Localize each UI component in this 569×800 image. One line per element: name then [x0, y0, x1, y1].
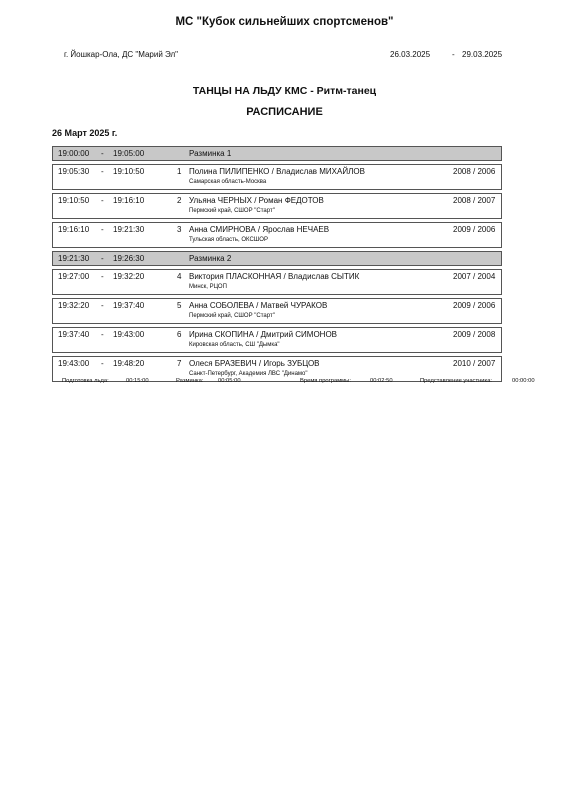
warmup-row — [52, 251, 502, 266]
event-title: МС "Кубок сильнейших спортсменов" — [175, 16, 394, 28]
start-number: 2 — [177, 196, 182, 205]
start-number: 4 — [177, 272, 182, 281]
skater-row — [52, 269, 502, 295]
program-time-label: Время программы: — [300, 378, 351, 384]
end-time: 19:26:30 — [113, 254, 145, 263]
start-time: 19:32:20 — [58, 301, 90, 310]
birth-years: 2009 / 2006 — [453, 301, 496, 310]
schedule-table — [52, 146, 502, 385]
warmup-label: Разминка 2 — [189, 254, 232, 263]
warmup-duration-value: 00:05:00 — [218, 378, 241, 384]
end-time: 19:05:00 — [113, 149, 145, 158]
end-time: 19:16:10 — [113, 196, 145, 205]
couple-names: Виктория ПЛАСКОННАЯ / Владислав СЫТИК — [189, 272, 360, 281]
couple-names: Полина ПИЛИПЕНКО / Владислав МИХАЙЛОВ — [189, 167, 365, 176]
couple-region: Минск, РЦОП — [189, 284, 227, 290]
day-date: 26 Март 2025 г. — [52, 128, 118, 138]
couple-region: Тульская область, ОКСШОР — [189, 237, 268, 243]
skater-row — [52, 164, 502, 190]
start-time: 19:10:50 — [58, 196, 90, 205]
warmup-row — [52, 146, 502, 161]
couple-names: Анна СОБОЛЕВА / Матвей ЧУРАКОВ — [189, 301, 328, 310]
start-number: 6 — [177, 330, 182, 339]
date-start: 26.03.2025 — [390, 50, 431, 59]
start-number: 3 — [177, 225, 182, 234]
couple-region: Санкт-Петербург, Академия ЛВС "Динамо" — [189, 371, 308, 377]
start-time: 19:00:00 — [58, 149, 90, 158]
start-number: 5 — [177, 301, 182, 310]
couple-region: Пермский край, СШОР "Старт" — [189, 313, 275, 319]
ice-prep-label: Подготовка льда: — [62, 378, 109, 384]
couple-region: Пермский край, СШОР "Старт" — [189, 208, 275, 214]
skater-row — [52, 222, 502, 248]
skater-row — [52, 298, 502, 324]
time-separator: - — [101, 225, 104, 234]
end-time: 19:48:20 — [113, 359, 145, 368]
birth-years: 2009 / 2008 — [453, 330, 496, 339]
start-number: 7 — [177, 359, 182, 368]
intro-time-label: Представление участника: — [420, 378, 493, 384]
birth-years: 2010 / 2007 — [453, 359, 496, 368]
warmup-duration-label: Разминка: — [176, 378, 204, 384]
discipline-title: ТАНЦЫ НА ЛЬДУ КМС - Ритм-танец — [192, 85, 377, 97]
end-time: 19:10:50 — [113, 167, 145, 176]
time-separator: - — [101, 330, 104, 339]
start-time: 19:05:30 — [58, 167, 90, 176]
program-time-value: 00:02:50 — [370, 378, 393, 384]
start-number: 1 — [177, 167, 182, 176]
time-separator: - — [101, 167, 104, 176]
start-time: 19:16:10 — [58, 225, 90, 234]
couple-region: Самарская область-Москва — [189, 179, 267, 185]
birth-years: 2007 / 2004 — [453, 272, 496, 281]
time-separator: - — [101, 196, 104, 205]
start-time: 19:43:00 — [58, 359, 90, 368]
couple-region: Кировская область, СШ "Дымка" — [189, 342, 280, 348]
time-separator: - — [101, 149, 104, 158]
venue: г. Йошкар-Ола, ДС "Марий Эл" — [64, 50, 178, 59]
end-time: 19:21:30 — [113, 225, 145, 234]
time-separator: - — [101, 301, 104, 310]
schedule-heading: РАСПИСАНИЕ — [246, 106, 323, 118]
skater-row — [52, 327, 502, 353]
start-time: 19:21:30 — [58, 254, 90, 263]
timing-footer — [0, 378, 569, 388]
start-time: 19:27:00 — [58, 272, 90, 281]
end-time: 19:32:20 — [113, 272, 145, 281]
date-end: 29.03.2025 — [462, 50, 503, 59]
time-separator: - — [101, 254, 104, 263]
couple-names: Анна СМИРНОВА / Ярослав НЕЧАЕВ — [189, 225, 330, 234]
birth-years: 2008 / 2007 — [453, 196, 496, 205]
time-separator: - — [101, 272, 104, 281]
couple-names: Ирина СКОПИНА / Дмитрий СИМОНОВ — [189, 330, 338, 339]
date-separator: - — [452, 50, 455, 59]
couple-names: Олеся БРАЗЕВИЧ / Игорь ЗУБЦОВ — [189, 359, 320, 368]
birth-years: 2008 / 2006 — [453, 167, 496, 176]
birth-years: 2009 / 2006 — [453, 225, 496, 234]
time-separator: - — [101, 359, 104, 368]
start-time: 19:37:40 — [58, 330, 90, 339]
couple-names: Ульяна ЧЕРНЫХ / Роман ФЕДОТОВ — [189, 196, 324, 205]
skater-row — [52, 193, 502, 219]
ice-prep-value: 00:15:00 — [126, 378, 149, 384]
intro-time-value: 00:00:00 — [512, 378, 535, 384]
end-time: 19:37:40 — [113, 301, 145, 310]
warmup-label: Разминка 1 — [189, 149, 232, 158]
end-time: 19:43:00 — [113, 330, 145, 339]
